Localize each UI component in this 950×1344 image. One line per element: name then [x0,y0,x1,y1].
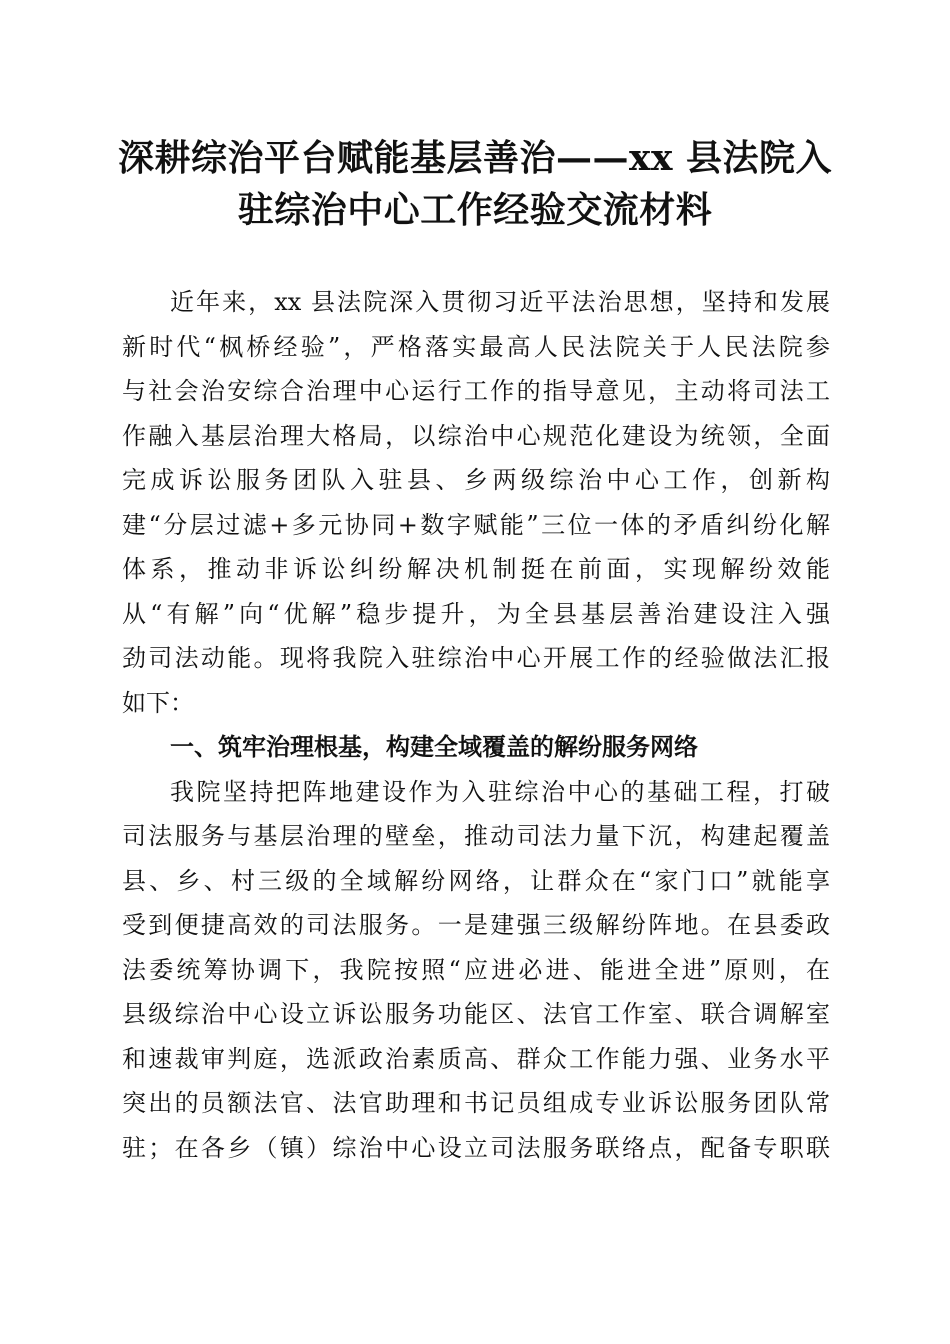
paragraph-1-line: 从“有解”向“优解”稳步提升，为全县基层善治建设注入强 [122,599,830,628]
paragraph-2-line: 驻；在各乡（镇）综治中心设立司法服务联络点，配备专职联 [122,1133,830,1162]
section-1-heading: 一、筑牢治理根基，构建全域覆盖的解纷服务网络 [170,733,698,761]
paragraph-2-line: 和速裁审判庭，选派政治素质高、群众工作能力强、业务水平 [122,1044,830,1073]
paragraph-1-line: 劲司法动能。现将我院入驻综治中心开展工作的经验做法汇报 [122,644,830,672]
paragraph-1-line: 近年来，xx 县法院深入贯彻习近平法治思想，坚持和发展 [170,288,830,316]
paragraph-1-line: 建“分层过滤+多元协同+数字赋能”三位一体的矛盾纠纷化解 [122,510,830,539]
paragraph-1-line: 新时代“枫桥经验”，严格落实最高人民法院关于人民法院参 [122,332,830,361]
paragraph-1-line: 体系，推动非诉讼纠纷解决机制挺在前面，实现解纷效能 [122,555,830,583]
document-body [122,280,830,1170]
paragraph-1-line: 如下： [122,688,194,717]
paragraph-1-line: 完成诉讼服务团队入驻县、乡两级综治中心工作，创新构 [122,466,830,494]
paragraph-2-line: 县级综治中心设立诉讼服务功能区、法官工作室、联合调解室 [122,1000,830,1028]
title-line-1: 深耕综治平台赋能基层善治——xx 县法院入 [118,137,832,179]
paragraph-2-line: 县、乡、村三级的全域解纷网络，让群众在“家门口”就能享 [122,866,830,895]
document-title [100,132,850,236]
paragraph-1-line: 作融入基层治理大格局，以综治中心规范化建设为统领，全面 [122,421,830,450]
paragraph-1-line: 与社会治安综合治理中心运行工作的指导意见，主动将司法工 [122,377,830,405]
paragraph-2-line: 我院坚持把阵地建设作为入驻综治中心的基础工程，打破 [170,777,830,806]
paragraph-2-line: 突出的员额法官、法官助理和书记员组成专业诉讼服务团队常 [122,1089,830,1117]
paragraph-2-line: 受到便捷高效的司法服务。一是建强三级解纷阵地。在县委政 [122,911,830,939]
paragraph-2-line: 法委统筹协调下，我院按照“应进必进、能进全进”原则，在 [122,955,830,984]
title-line-2: 驻综治中心工作经验交流材料 [237,189,713,231]
paragraph-2-line: 司法服务与基层治理的壁垒，推动司法力量下沉，构建起覆盖 [122,822,830,850]
